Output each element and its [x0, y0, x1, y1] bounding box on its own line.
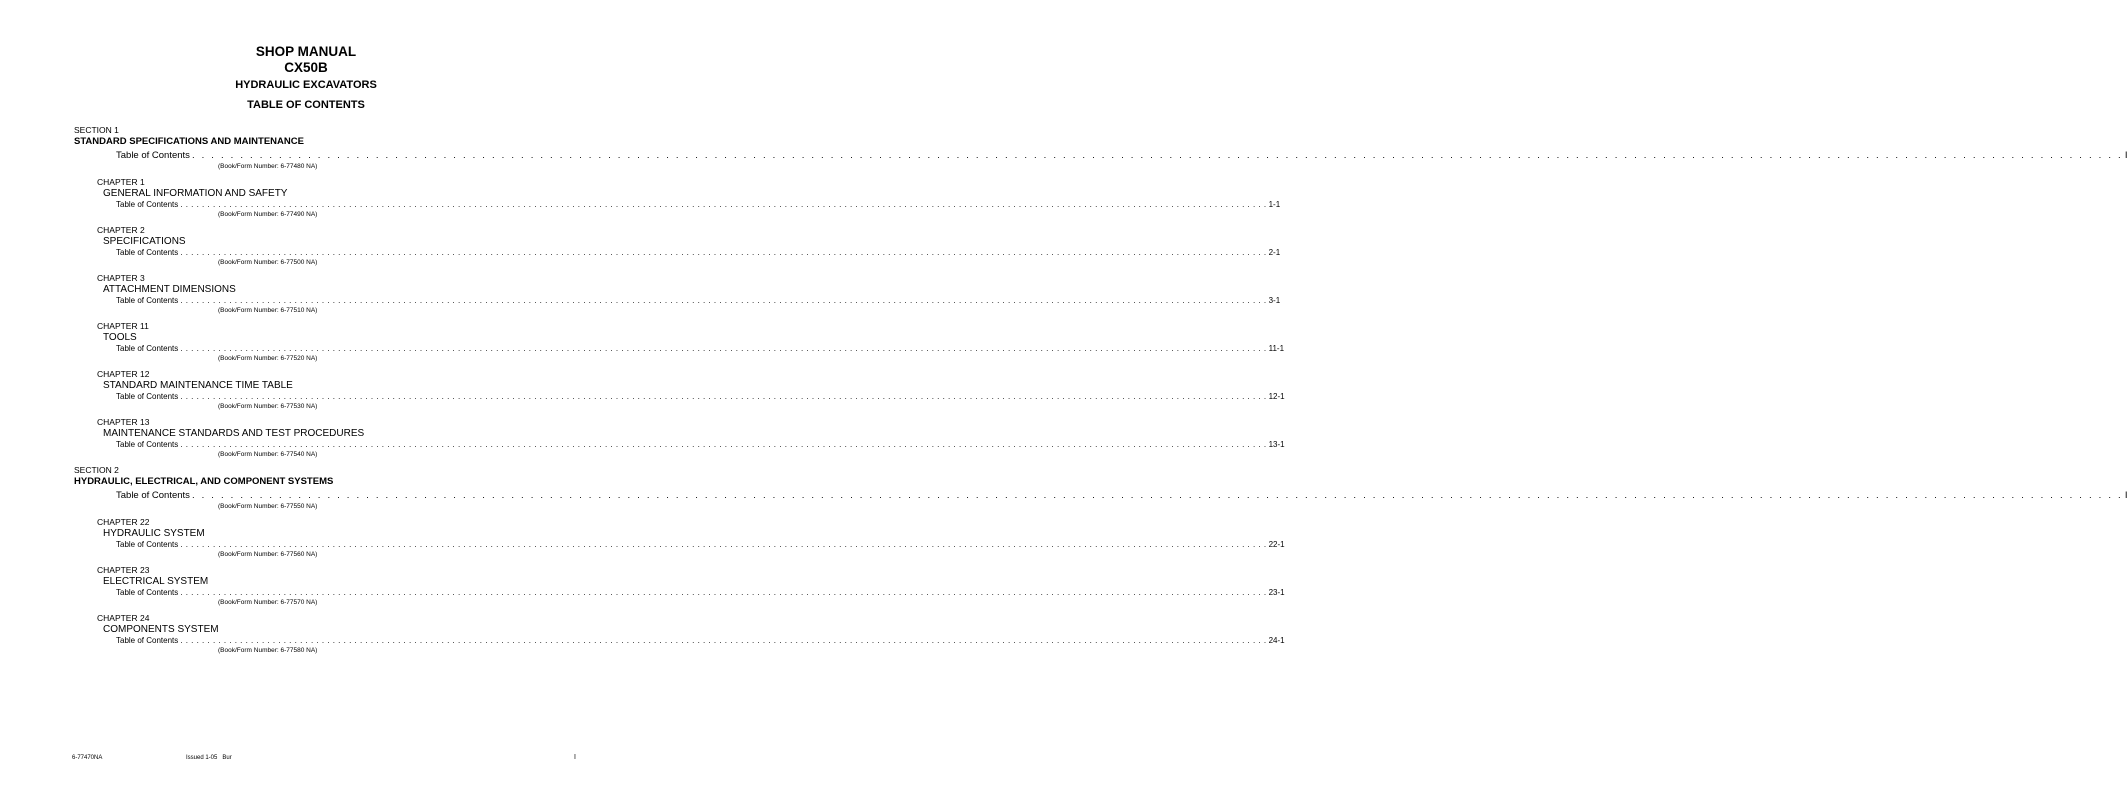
chapter-title: GENERAL INFORMATION AND SAFETY [103, 188, 288, 199]
toc-page-number: 12-1 [1268, 392, 1285, 401]
dot-leader: . . . . . . . . . . . . . . . . . . . . . . . . . . . . . . . . . . . . . . . . . . . . . . . . . . . . . . . . . . . . . . . . . . . . . . . . . . . . . . . . . . . . . . . . . . . . . . . . . . . . . . . . . . . . . . . . . . . . . . . . . . . . . . . . . . . . . . . . . . . . . . . . . . . . . . . . . . . . . . . . . . . . . . . . . . . . . . . . . . . . . . . . . . . . . . . . . . . . . . . . [180, 636, 1267, 645]
dot-leader: . . . . . . . . . . . . . . . . . . . . . . . . . . . . . . . . . . . . . . . . . . . . . . . . . . . . . . . . . . . . . . . . . . . . . . . . . . . . . . . . . . . . . . . . . . . . . . . . . . . . . . . . . . . . . . . . . . . . . . . . . . . . . . . . . . . . . . . . . . . . . . . . . . . . . . . . . . . . . . . . . . . . . . . . . . . . . . . . . . . . . . . . . . . . . . . . . . . . . . . . [180, 344, 1267, 353]
chapter-block [97, 417, 1285, 459]
dot-leader: . . . . . . . . . . . . . . . . . . . . . . . . . . . . . . . . . . . . . . . . . . . . . . . . . . . . . . . . . . . . . . . . . . . . . . . . . . . . . . . . . . . . . . . . . . . . . . . . . . . . . . . . . . . . . . . . . . . . . . . . . . . . . . . . . . . . . . . . . . . . . . . . . . . . . . . . . . . . . . . . . . . . . . . . . . . . . . . . . . . . . . . . . . . . . . . . . . . . . . . . [180, 200, 1267, 209]
chapter-label: CHAPTER 1 [97, 177, 145, 187]
book-form-number: (Book/Form Number: 6-77490 NA) [218, 211, 318, 218]
chapter-toc-link[interactable] [116, 540, 1285, 550]
footer-page-number: I [574, 754, 576, 761]
toc-page-number: 23-1 [1268, 588, 1285, 597]
toc-entry-label: Table of Contents [116, 490, 190, 501]
dot-leader: . . . . . . . . . . . . . . . . . . . . . . . . . . . . . . . . . . . . . . . . . . . . . . . . . . . . . . . . . . . . . . . . . . . . . . . . . . . . . . . . . . . . . . . . . . . . . . . . . . . . . . . . . . . . . . . . . . . . . . . . . . . . . . . . . . . . . . . . . . . . . . . . . . . . . . . . . . . . . . . . . . . . . . . . . . . . . . . . . . . . . . . . . . . . . . . . . . . . . . . . [180, 540, 1267, 549]
section-label: SECTION 1 [74, 125, 119, 135]
section-toc-link[interactable] [116, 490, 2128, 502]
book-form-number: (Book/Form Number: 6-77560 NA) [218, 551, 318, 558]
toc-page-number: 22-1 [1268, 540, 1285, 549]
footer-form-number: 6-77470NA [72, 755, 103, 761]
chapter-toc-link[interactable] [116, 200, 1281, 210]
book-form-number: (Book/Form Number: 6-77510 NA) [218, 307, 318, 314]
chapter-toc-link[interactable] [116, 636, 1285, 646]
model-name: CX50B [284, 60, 328, 75]
chapter-toc-link[interactable] [116, 440, 1285, 450]
toc-entry-label: Table of Contents [116, 344, 179, 353]
chapter-label: CHAPTER 23 [97, 565, 150, 575]
manual-title: SHOP MANUAL [255, 44, 357, 59]
dot-leader: . . . . . . . . . . . . . . . . . . . . . . . . . . . . . . . . . . . . . . . . . . . . . . . . . . . . . . . . . . . . . . . . . . . . . . . . . . . . . . . . . . . . . . . . . . . . . . . . . . . . . . . . . . . . . . . . . . . . . . . . . . . . . . . . . . . . . . . . . . . . . . . . . . . . . . . . . . . . . . . . . . . . . . . . . . . . . . . . . . . . . . . . . . . . . . . . . . . . . . . . [191, 490, 2123, 501]
chapter-label: CHAPTER 22 [97, 517, 150, 527]
toc-entry-label: Table of Contents [116, 440, 179, 449]
book-form-number: (Book/Form Number: 6-77520 NA) [218, 355, 318, 362]
section-block [74, 125, 2128, 459]
dot-leader: . . . . . . . . . . . . . . . . . . . . . . . . . . . . . . . . . . . . . . . . . . . . . . . . . . . . . . . . . . . . . . . . . . . . . . . . . . . . . . . . . . . . . . . . . . . . . . . . . . . . . . . . . . . . . . . . . . . . . . . . . . . . . . . . . . . . . . . . . . . . . . . . . . . . . . . . . . . . . . . . . . . . . . . . . . . . . . . . . . . . . . . . . . . . . . . . . . . . . . . . [180, 296, 1267, 305]
toc-page-number: 24-1 [1268, 636, 1285, 645]
chapter-title: ELECTRICAL SYSTEM [103, 576, 209, 587]
chapter-title: SPECIFICATIONS [103, 236, 186, 247]
book-form-number: (Book/Form Number: 6-77540 NA) [218, 451, 318, 458]
section-title: STANDARD SPECIFICATIONS AND MAINTENANCE [74, 136, 304, 147]
chapter-block [97, 225, 1281, 267]
chapter-title: COMPONENTS SYSTEM [103, 624, 219, 635]
chapter-block [97, 565, 1285, 607]
toc-heading: TABLE OF CONTENTS [247, 99, 365, 111]
chapter-label: CHAPTER 12 [97, 369, 150, 379]
toc-entry-label: Table of Contents [116, 150, 190, 161]
chapter-label: CHAPTER 2 [97, 225, 145, 235]
chapter-toc-link[interactable] [116, 588, 1285, 598]
chapter-title: MAINTENANCE STANDARDS AND TEST PROCEDURES [103, 428, 365, 439]
toc-entry-label: Table of Contents [116, 392, 179, 401]
chapter-block [97, 517, 1285, 559]
chapter-title: TOOLS [103, 332, 137, 343]
book-form-number: (Book/Form Number: 6-77500 NA) [218, 259, 318, 266]
manual-subtitle: HYDRAULIC EXCAVATORS [235, 79, 377, 91]
dot-leader: . . . . . . . . . . . . . . . . . . . . . . . . . . . . . . . . . . . . . . . . . . . . . . . . . . . . . . . . . . . . . . . . . . . . . . . . . . . . . . . . . . . . . . . . . . . . . . . . . . . . . . . . . . . . . . . . . . . . . . . . . . . . . . . . . . . . . . . . . . . . . . . . . . . . . . . . . . . . . . . . . . . . . . . . . . . . . . . . . . . . . . . . . . . . . . . . . . . . . . . . [180, 392, 1267, 401]
toc-page-number: 1-1 [1268, 200, 1281, 209]
toc-page-number: 13-1 [1268, 440, 1285, 449]
book-form-number: (Book/Form Number: 6-77550 NA) [218, 503, 318, 510]
chapter-block [97, 321, 1285, 363]
chapter-toc-link[interactable] [116, 296, 1281, 306]
toc-entry-label: Table of Contents [116, 540, 179, 549]
chapter-label: CHAPTER 13 [97, 417, 150, 427]
chapter-toc-link[interactable] [116, 344, 1285, 354]
toc-page-number: 2-1 [1268, 248, 1281, 257]
dot-leader: . . . . . . . . . . . . . . . . . . . . . . . . . . . . . . . . . . . . . . . . . . . . . . . . . . . . . . . . . . . . . . . . . . . . . . . . . . . . . . . . . . . . . . . . . . . . . . . . . . . . . . . . . . . . . . . . . . . . . . . . . . . . . . . . . . . . . . . . . . . . . . . . . . . . . . . . . . . . . . . . . . . . . . . . . . . . . . . . . . . . . . . . . . . . . . . . . . . . . . . . [191, 150, 2123, 161]
dot-leader: . . . . . . . . . . . . . . . . . . . . . . . . . . . . . . . . . . . . . . . . . . . . . . . . . . . . . . . . . . . . . . . . . . . . . . . . . . . . . . . . . . . . . . . . . . . . . . . . . . . . . . . . . . . . . . . . . . . . . . . . . . . . . . . . . . . . . . . . . . . . . . . . . . . . . . . . . . . . . . . . . . . . . . . . . . . . . . . . . . . . . . . . . . . . . . . . . . . . . . . . [180, 588, 1267, 597]
book-form-number: (Book/Form Number: 6-77570 NA) [218, 599, 318, 606]
toc-entry-label: Table of Contents [116, 588, 179, 597]
toc-page-number: 3-1 [1268, 296, 1281, 305]
section-title: HYDRAULIC, ELECTRICAL, AND COMPONENT SYSTEMS [74, 476, 334, 487]
book-form-number: (Book/Form Number: 6-77530 NA) [218, 403, 318, 410]
chapter-block [97, 369, 1285, 411]
dot-leader: . . . . . . . . . . . . . . . . . . . . . . . . . . . . . . . . . . . . . . . . . . . . . . . . . . . . . . . . . . . . . . . . . . . . . . . . . . . . . . . . . . . . . . . . . . . . . . . . . . . . . . . . . . . . . . . . . . . . . . . . . . . . . . . . . . . . . . . . . . . . . . . . . . . . . . . . . . . . . . . . . . . . . . . . . . . . . . . . . . . . . . . . . . . . . . . . . . . . . . . . [180, 440, 1267, 449]
chapter-block [97, 613, 1285, 655]
chapter-title: STANDARD MAINTENANCE TIME TABLE [103, 380, 293, 391]
toc-entry-label: Table of Contents [116, 296, 179, 305]
chapter-title: ATTACHMENT DIMENSIONS [103, 284, 236, 295]
dot-leader: . . . . . . . . . . . . . . . . . . . . . . . . . . . . . . . . . . . . . . . . . . . . . . . . . . . . . . . . . . . . . . . . . . . . . . . . . . . . . . . . . . . . . . . . . . . . . . . . . . . . . . . . . . . . . . . . . . . . . . . . . . . . . . . . . . . . . . . . . . . . . . . . . . . . . . . . . . . . . . . . . . . . . . . . . . . . . . . . . . . . . . . . . . . . . . . . . . . . . . . . [180, 248, 1267, 257]
chapter-label: CHAPTER 24 [97, 613, 150, 623]
book-form-number: (Book/Form Number: 6-77580 NA) [218, 647, 318, 654]
chapter-toc-link[interactable] [116, 392, 1285, 402]
footer-issued: Issued 1-05 Bur [186, 755, 232, 761]
toc-entry-label: Table of Contents [116, 248, 179, 257]
chapter-label: CHAPTER 11 [97, 321, 149, 331]
chapter-block [97, 177, 1281, 219]
chapter-label: CHAPTER 3 [97, 273, 145, 283]
chapter-title: HYDRAULIC SYSTEM [103, 528, 205, 539]
chapter-block [97, 273, 1281, 315]
section-label: SECTION 2 [74, 465, 119, 475]
toc-entry-label: Table of Contents [116, 200, 179, 209]
page-header [0, 44, 612, 112]
section-toc-link[interactable] [116, 150, 2128, 162]
toc-entry-label: Table of Contents [116, 636, 179, 645]
toc-page-number: 11-1 [1268, 344, 1285, 353]
chapter-toc-link[interactable] [116, 248, 1281, 258]
table-of-contents [74, 125, 2128, 655]
toc-page-number: I [2124, 150, 2128, 161]
section-block [74, 465, 2128, 655]
book-form-number: (Book/Form Number: 6-77480 NA) [218, 163, 318, 170]
toc-page-number: I [2124, 490, 2128, 501]
